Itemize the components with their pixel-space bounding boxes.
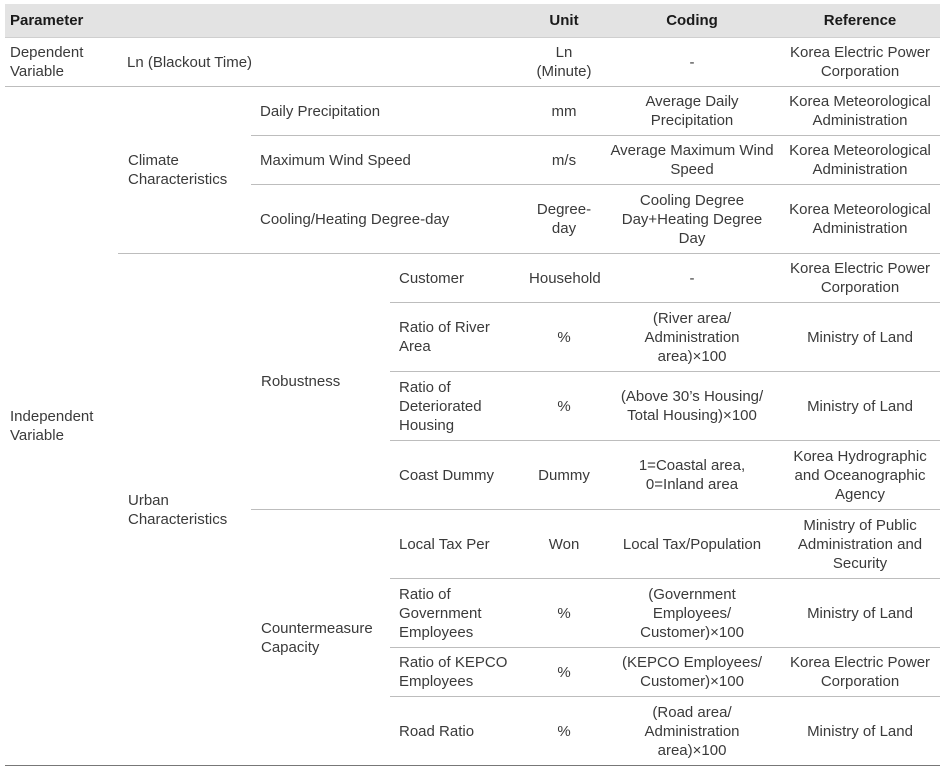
row-name: Local Tax Per (390, 510, 524, 579)
row-unit: % (524, 579, 604, 648)
row-coding: (River area/ Administration area)×100 (604, 303, 780, 372)
dependent-unit: Ln (Minute) (524, 38, 604, 87)
row-reference: Korea Meteorological Administration (780, 136, 940, 185)
row-reference: Ministry of Land (780, 579, 940, 648)
row-coding: 1=Coastal area, 0=Inland area (604, 441, 780, 510)
countermeasure-capacity-label: Countermeasure Capacity (251, 510, 390, 766)
row-reference: Korea Hydrographic and Oceanographic Agency (780, 441, 940, 510)
row-unit: Dummy (524, 441, 604, 510)
row-name: Ratio of Deteriorated Housing (390, 372, 524, 441)
row-name: Customer (390, 254, 524, 303)
row-reference: Ministry of Land (780, 697, 940, 766)
row-reference: Ministry of Public Administration and Security (780, 510, 940, 579)
row-name: Ratio of KEPCO Employees (390, 648, 524, 697)
row-unit: % (524, 303, 604, 372)
row-unit: Won (524, 510, 604, 579)
table-row (5, 87, 940, 136)
row-unit: mm (524, 87, 604, 136)
row-name: Ratio of River Area (390, 303, 524, 372)
row-coding: (KEPCO Employees/ Customer)×100 (604, 648, 780, 697)
climate-characteristics-label: Climate Characteristics (118, 87, 251, 254)
row-coding: Average Daily Precipitation (604, 87, 780, 136)
header-coding: Coding (604, 4, 780, 38)
row-name: Coast Dummy (390, 441, 524, 510)
row-coding: Cooling Degree Day+Heating Degree Day (604, 185, 780, 254)
urban-characteristics-label: Urban Characteristics (118, 254, 251, 766)
row-coding: (Government Employees/ Customer)×100 (604, 579, 780, 648)
header-parameter: Parameter (5, 4, 524, 38)
row-unit: Household (524, 254, 604, 303)
row-name: Daily Precipitation (251, 87, 524, 136)
row-name: Road Ratio (390, 697, 524, 766)
row-reference: Korea Meteorological Administration (780, 185, 940, 254)
dependent-variable-label: Dependent Variable (5, 38, 118, 87)
dependent-variable-name: Ln (Blackout Time) (118, 38, 524, 87)
dependent-coding: - (604, 38, 780, 87)
header-row (5, 4, 940, 38)
row-reference: Ministry of Land (780, 303, 940, 372)
row-coding: (Above 30’s Housing/ Total Housing)×100 (604, 372, 780, 441)
row-unit: Degree-day (524, 185, 604, 254)
table-row (5, 254, 940, 303)
table-row (5, 38, 940, 87)
row-coding: Average Maximum Wind Speed (604, 136, 780, 185)
header-unit: Unit (524, 4, 604, 38)
row-coding: Local Tax/Population (604, 510, 780, 579)
row-name: Cooling/Heating Degree-day (251, 185, 524, 254)
row-reference: Korea Meteorological Administration (780, 87, 940, 136)
row-reference: Ministry of Land (780, 372, 940, 441)
dependent-reference: Korea Electric Power Corporation (780, 38, 940, 87)
row-name: Maximum Wind Speed (251, 136, 524, 185)
robustness-label: Robustness (251, 254, 390, 510)
row-reference: Korea Electric Power Corporation (780, 254, 940, 303)
row-reference: Korea Electric Power Corporation (780, 648, 940, 697)
header-reference: Reference (780, 4, 940, 38)
row-name: Ratio of Government Employees (390, 579, 524, 648)
parameter-table (5, 4, 940, 766)
row-unit: % (524, 697, 604, 766)
row-unit: % (524, 648, 604, 697)
independent-variable-label: Independent Variable (5, 87, 118, 766)
row-coding: - (604, 254, 780, 303)
row-coding: (Road area/ Administration area)×100 (604, 697, 780, 766)
row-unit: m/s (524, 136, 604, 185)
row-unit: % (524, 372, 604, 441)
